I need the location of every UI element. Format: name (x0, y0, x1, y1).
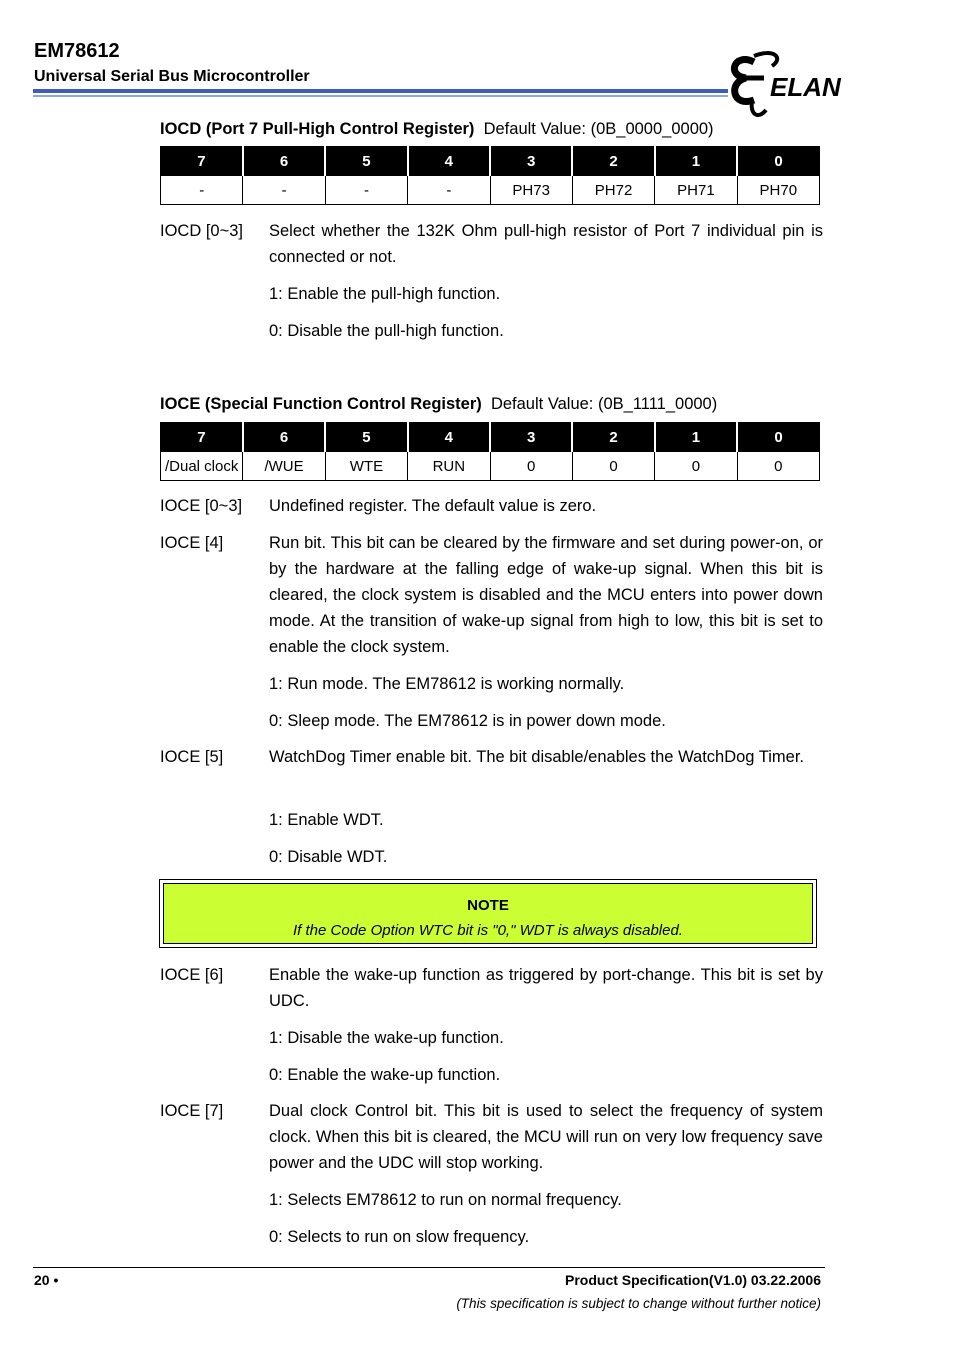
iocd-title (160, 120, 714, 139)
desc-text: 0: Disable the pull-high function. (269, 322, 504, 340)
ioce-field-row (161, 452, 820, 481)
bit-cell: 7 (161, 423, 243, 452)
field-cell: PH71 (655, 176, 737, 205)
field-cell: 0 (572, 452, 654, 481)
bit-cell: 1 (655, 147, 737, 176)
iocd-default: Default Value: (0B_0000_0000) (483, 120, 714, 138)
field-cell: PH73 (490, 176, 572, 205)
desc-text: 0: Sleep mode. The EM78612 is in power down mode. (269, 712, 666, 730)
doc-title: EM78612 (34, 40, 120, 62)
note-box (159, 879, 817, 948)
header-rule (33, 89, 728, 93)
desc-text: 0: Enable the wake-up function. (269, 1066, 501, 1084)
logo-text: ELAN (770, 72, 841, 102)
bit-cell: 5 (325, 423, 407, 452)
iocd-name: IOCD (Port 7 Pull-High Control Register) (160, 120, 475, 138)
bit-cell: 4 (408, 147, 490, 176)
note-inner (163, 883, 813, 944)
ioce-table (160, 422, 820, 481)
desc-text: 1: Selects EM78612 to run on normal frequency. (269, 1191, 622, 1209)
desc-label: IOCE [5] (160, 748, 224, 766)
bit-cell: 3 (490, 423, 572, 452)
field-cell: - (408, 176, 490, 205)
bit-cell: 0 (737, 423, 819, 452)
field-cell: WTE (325, 452, 407, 481)
field-cell: - (325, 176, 407, 205)
iocd-bit-row (161, 147, 820, 176)
desc-text: Enable the wake-up function as triggered by port-change. This bit is set by UDC. (269, 966, 823, 1010)
desc-text: 1: Enable WDT. (269, 811, 384, 829)
field-cell: 0 (490, 452, 572, 481)
footer-notice: (This specification is subject to change without further notice) (456, 1296, 821, 1311)
ioce-bit-row (161, 423, 820, 452)
ioce-default: Default Value: (0B_1111_0000) (490, 395, 718, 413)
bit-cell: 5 (325, 147, 407, 176)
field-cell: - (161, 176, 243, 205)
bit-cell: 6 (243, 147, 325, 176)
ioce-name: IOCE (Special Function Control Register) (160, 395, 482, 413)
bit-cell: 2 (572, 147, 654, 176)
field-cell: - (243, 176, 325, 205)
desc-label: IOCE [0~3] (160, 497, 243, 515)
note-text: If the Code Option WTC bit is "0," WDT is always disabled. (293, 922, 683, 939)
bit-cell: 6 (243, 423, 325, 452)
field-cell: PH70 (737, 176, 819, 205)
desc-text: 1: Run mode. The EM78612 is working normally. (269, 675, 625, 693)
desc-text: Run bit. This bit can be cleared by the firmware and set during power-on, or by the hardware at the falling edge of wake-up signal. When this bit is cleared, the clock system is disabled and the MCU enters into power down mode. At the transition of wake-up signal from high to low, this bit is set to enable the clock system. (269, 534, 823, 656)
desc-text: Select whether the 132K Ohm pull-high resistor of Port 7 individual pin is connected or not. (269, 222, 823, 266)
iocd-table (160, 146, 820, 205)
doc-subtitle: Universal Serial Bus Microcontroller (34, 68, 310, 85)
page-number: 20 • (34, 1272, 59, 1288)
field-cell: PH72 (572, 176, 654, 205)
desc-text: Dual clock Control bit. This bit is used to select the frequency of system clock. When this bit is cleared, the MCU will run on very low frequency save power and the UDC will stop working. (269, 1102, 823, 1172)
desc-label: IOCE [4] (160, 534, 224, 552)
header-rule-light (33, 95, 728, 97)
desc-text: 1: Enable the pull-high function. (269, 285, 501, 303)
desc-label: IOCE [6] (160, 966, 224, 984)
desc-text: 0: Disable WDT. (269, 848, 388, 866)
desc-label: IOCD [0~3] (160, 222, 243, 240)
elan-logo-icon (724, 48, 841, 124)
bit-cell: 1 (655, 423, 737, 452)
bit-cell: 7 (161, 147, 243, 176)
desc-label: IOCE [7] (160, 1102, 224, 1120)
field-cell: RUN (408, 452, 490, 481)
bit-cell: 4 (408, 423, 490, 452)
footer-rule (33, 1267, 825, 1268)
iocd-field-row (161, 176, 820, 205)
desc-text: 1: Disable the wake-up function. (269, 1029, 504, 1047)
field-cell: /WUE (243, 452, 325, 481)
bit-cell: 2 (572, 423, 654, 452)
field-cell: /Dual clock (161, 452, 243, 481)
desc-text: WatchDog Timer enable bit. The bit disable/enables the WatchDog Timer. (269, 748, 804, 766)
desc-text: Undefined register. The default value is zero. (269, 497, 597, 515)
field-cell: 0 (737, 452, 819, 481)
ioce-title (160, 395, 717, 414)
note-title: NOTE (467, 897, 509, 914)
field-cell: 0 (655, 452, 737, 481)
bit-cell: 3 (490, 147, 572, 176)
desc-text: 0: Selects to run on slow frequency. (269, 1228, 530, 1246)
footer-spec: Product Specification(V1.0) 03.22.2006 (565, 1272, 821, 1288)
bit-cell: 0 (737, 147, 819, 176)
